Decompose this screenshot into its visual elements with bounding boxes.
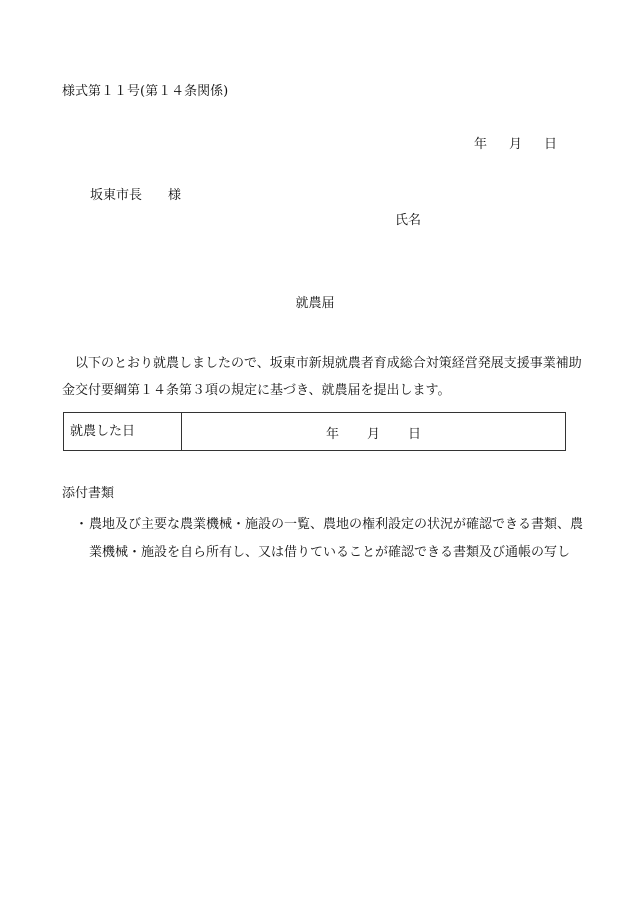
addressee: [90, 188, 181, 204]
table-label: 就農した日: [64, 413, 182, 450]
farming-start-date-table: [63, 412, 566, 451]
document-title: 就農届: [295, 296, 335, 311]
addressee-honorific: 様: [168, 188, 182, 203]
table-date-year: 年: [325, 427, 339, 442]
submission-date: [474, 137, 557, 153]
addressee-name: 坂東市長: [90, 188, 143, 203]
body-text: [62, 350, 582, 404]
attachments-heading: 添付書類: [62, 486, 115, 501]
table-date-field: [182, 413, 565, 450]
date-month-label: 月: [509, 137, 523, 152]
date-year-label: 年: [474, 137, 488, 152]
body-paragraph: 以下のとおり就農しましたので、坂東市新規就農者育成総合対策経営発展支援事業補助金交付要綱第１４条第３項の規定に基づき、就農届を提出します。: [62, 356, 582, 398]
date-day-label: 日: [544, 137, 558, 152]
form-number: 様式第１１号(第１４条関係): [62, 84, 229, 99]
attachment-bullet: ・: [75, 517, 89, 532]
table-date-day: 日: [408, 427, 422, 442]
attachments-list: [75, 511, 585, 567]
table-date-month: 月: [366, 427, 380, 442]
applicant-name-label: 氏名: [395, 213, 422, 228]
attachment-item: 農地及び主要な農業機械・施設の一覧、農地の権利設定の状況が確認できる書類、農業機械・施設を自ら所有し、又は借りていることが確認できる書類及び通帳の写し: [89, 517, 584, 560]
